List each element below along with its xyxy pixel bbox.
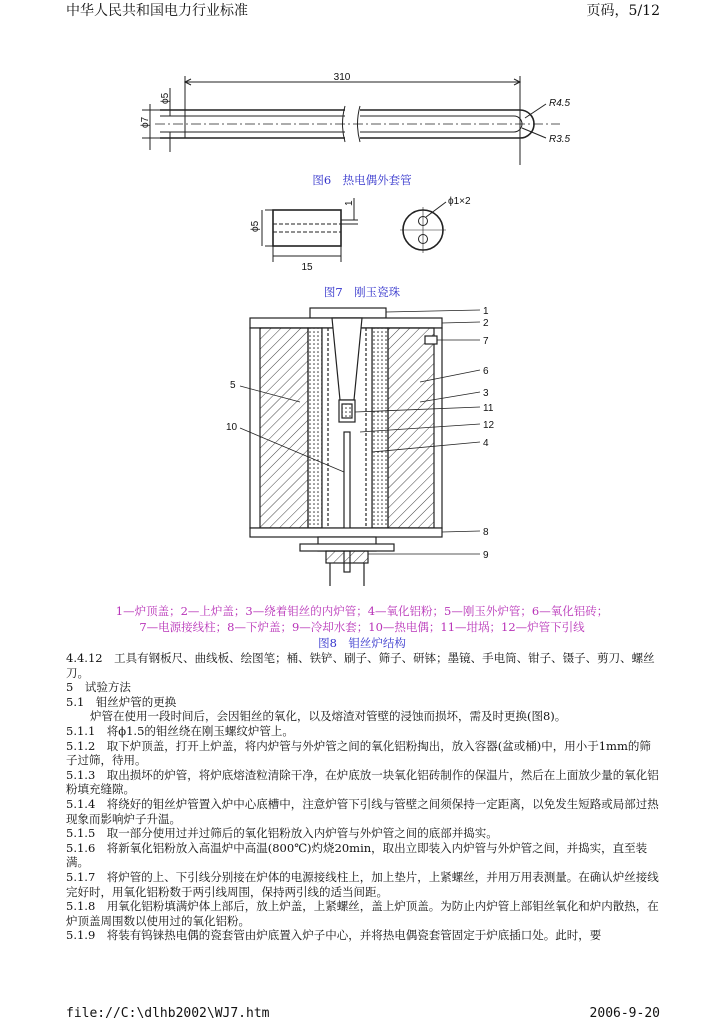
callout-9: 9 [483,550,489,561]
paragraph-5-1-5: 5.1.5 取一部分使用过并过筛后的氧化铝粉放入内炉管与外炉管之间的底部并捣实。 [66,826,498,841]
callout-5: 5 [230,380,236,391]
paragraph-4-4-12: 4.4.12 工具有钢板尺、曲线板、绘图笔；桶、铁铲、刷子、筛子、研钵；墨镜、手电筒、钳子、镊子、剪刀、螺丝刀。 [66,651,655,680]
callout-4: 4 [483,438,489,449]
paragraph-5-1-4: 5.1.4 将绕好的钼丝炉管置入炉中心底槽中，注意炉管下引线与管壁之间须保持一定距离，以免发生短路或局部过热现象而影响炉子升温。 [66,796,659,826]
callout-2: 2 [483,318,489,329]
callout-8: 8 [483,527,489,538]
paragraph-5-1-3: 5.1.3 取出损坏的炉管，将炉底熔渣粒清除干净，在炉底放一块氧化铝砖制作的保温片，然后在上面放少量的氧化铝粉填充缝隙。 [66,767,659,797]
callout-7: 7 [483,336,489,347]
callout-11: 11 [483,403,494,414]
paragraph-5-1-1: 5.1.1 将ϕ1.5的钼丝绕在刚玉螺纹炉管上。 [66,723,294,738]
bead-length: 15 [301,262,313,273]
figure-6-caption: 图6 热电偶外套管 [312,173,412,187]
radius-outer: R4.5 [549,98,571,109]
dimension-inner-diameter: ϕ5 [160,92,171,104]
paragraph-5-1-8: 5.1.8 用氧化铝粉填满炉体上部后，放上炉盖，上紧螺丝，盖上炉顶盖。为防止内炉管上部钼丝氧化和炉内散热，在炉顶盖周围数以使用过的氧化铝粉。 [66,899,659,928]
footer-file-path: file://C:\dlhb2002\WJ7.htm [66,1006,270,1021]
figure-8-furnace-structure [0,302,724,587]
dimension-310: 310 [333,72,351,83]
figure-8-caption: 图8 钼丝炉结构 [318,636,406,650]
bead-diameter: ϕ5 [250,220,261,232]
figure-7-caption: 图7 刚玉瓷珠 [323,285,401,299]
section-5-heading: 5 试验方法 [66,680,131,695]
bead-gap: 1 [344,200,355,206]
figure-8-legend-line-2: 7—电源接线柱；8—下炉盖；9—冷却水套；10—热电偶；11—坩埚；12—炉管下引线 [139,620,585,634]
callout-12: 12 [483,420,495,431]
paragraph-5-1-6: 5.1.6 将新氧化铝粉放入高温炉中高温(800℃)灼烧20min，取出立即装入内炉管与外炉管之间，并捣实，直至装满。 [66,840,648,870]
bead-hole-label: ϕ1×2 [448,196,471,207]
figure-8-legend-line-1: 1—炉顶盖；2—上炉盖；3—绕着钼丝的内炉管；4—氧化铝粉；5—刚玉外炉管；6—氧化铝砖； [115,604,609,618]
callout-10: 10 [226,422,238,433]
callout-1: 1 [483,306,489,317]
dimension-outer-diameter: ϕ7 [140,116,151,128]
figure-7-corundum-bead [0,190,724,280]
paragraph-5-1-7: 5.1.7 将炉管的上、下引线分别接在炉体的电源接线柱上，加上垫片，上紧螺丝，并用万用表测量。在确认炉丝接线完好时，用氧化铝粉数于两引线周围，保持两引线的适当间距。 [66,869,659,899]
footer-date: 2006-9-20 [589,1006,660,1021]
paragraph-5-1-9: 5.1.9 将装有钨铼热电偶的瓷套管由炉底置入炉子中心，并将热电偶瓷套管固定于炉底插口处。此时，要 [66,928,602,943]
callout-6: 6 [483,366,489,377]
radius-inner: R3.5 [549,134,571,145]
section-5-1-heading: 5.1 钼丝炉管的更换 [66,694,177,709]
paragraph-5-1-intro: 炉管在使用一段时间后，会因钼丝的氧化，以及熔渣对管壁的浸蚀而损坏，需及时更换(图8)。 [90,709,567,724]
header-title: 中华人民共和国电力行业标准 [66,3,248,19]
body-text [66,651,660,943]
page-number: 页码，5/12 [586,3,660,19]
callout-3: 3 [483,388,489,399]
paragraph-5-1-2: 5.1.2 取下炉顶盖，打开上炉盖，将内炉管与外炉管之间的氧化铝粉掏出，放入容器(盆或桶)中，用小于1mm的筛子过筛，待用。 [66,738,651,768]
